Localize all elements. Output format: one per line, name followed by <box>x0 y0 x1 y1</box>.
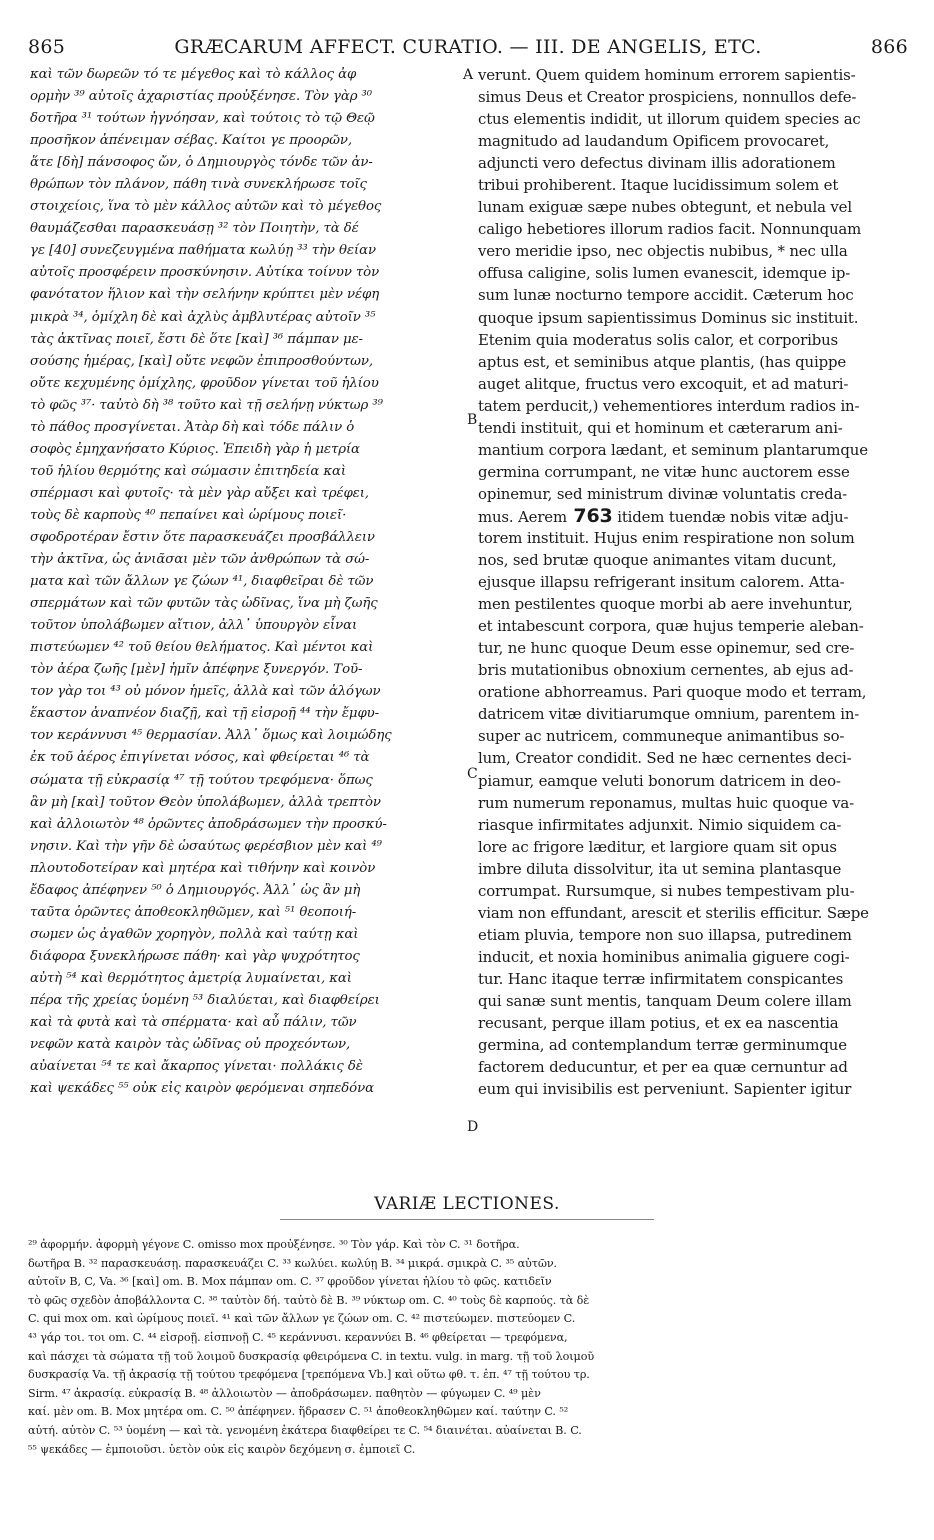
running-title: GRÆCARUM AFFECT. CURATIO. — III. DE ANGELIS, ETC. <box>174 36 762 58</box>
greek-text-line: σοφὸς ἐμηχανήσατο Κύριος. Ἐπειδὴ γὰρ ἡ μετρία <box>30 441 360 457</box>
latin-text-line: imbre diluta dissolvitur, ita ut semina plantasque <box>478 859 842 878</box>
variant-note-line: τὸ φῶς σχεδὸν ἀποβάλλοντα C. ³⁸ ταὐτὸν δή. ταὐτὸ δὲ B. ³⁹ νύκτωρ om. C. ⁴⁰ τοὺς δὲ καρπούς. τὰ δὲ <box>28 1293 590 1307</box>
greek-text-line: σφοδροτέραν ἔστιν ὅτε παρασκευάζει προσβάλλειν <box>30 529 375 545</box>
greek-text-line: θαυμάζεσθαι παρασκευάσῃ ³² τὸν Ποιητὴν, τὰ δέ <box>30 221 359 237</box>
greek-text-line: νεφῶν κατὰ καιρὸν τὰς ὠδῖνας οὐ προχεόντων, <box>30 1037 351 1053</box>
latin-text-line: vero meridie ipso, nec objectis nubibus, * nec ulla <box>478 242 848 261</box>
page-number-left: 865 <box>28 36 66 58</box>
greek-text-line: διάφορα ξυνεκλήρωσε πάθη· καὶ γὰρ ψυχρότητος <box>30 948 360 964</box>
latin-text-line: tatem perducit,) vehementiores interdum radios in- <box>478 396 860 415</box>
variant-note-line: ²⁹ ἀφορμήν. ἀφορμὴ γέγονε C. omisso mox προὐξένησε. ³⁰ Τὸν γάρ. Καὶ τὸν C. ³¹ δοτῆρα. <box>28 1238 520 1251</box>
latin-text-line: Etenim quia moderatus solis calor, et corporibus <box>478 330 839 349</box>
greek-text-line: τοῦ ἡλίου θερμότης καὶ σώμασιν ἐπιτηδεία καὶ <box>30 463 346 479</box>
latin-text-line: inducit, et noxia hominibus animalia giguere cogi- <box>478 947 850 966</box>
latin-text-line: verunt. Quem quidem hominum errorem sapientis- <box>478 66 856 84</box>
variant-note-line: καὶ πάσχει τὰ σώματα τῇ τοῦ λοιμοῦ δυσκρασίᾳ φθειρόμενα C. in textu. vulg. in marg. τῇ τοῦ λοιμοῦ <box>28 1349 595 1363</box>
greek-text-line: θρώπων τὸν πλάνον, πάθη τινὰ συνεκλήρωσε τοῖς <box>30 177 367 193</box>
greek-text-line: σώματα τῇ εὐκρασίᾳ ⁴⁷ τῇ τούτου τρεφόμενα· ὅπως <box>30 772 373 788</box>
latin-text-line: super ac nutricem, communeque animantibus so- <box>478 727 845 746</box>
latin-text-line: et intabescunt corpora, quæ hujus temperie aleban- <box>478 617 864 636</box>
latin-text-line: magnitudo ad laudandum Opificem provocaret, <box>478 132 830 151</box>
latin-text-line: opinemur, sed ministrum divinæ voluntatis creda- <box>478 484 848 503</box>
greek-text-line: πέρα τῆς χρείας ὑομένη ⁵³ διαλύεται, καὶ διαφθείρει <box>30 992 380 1008</box>
greek-text-line: δοτῆρα ³¹ τούτων ἠγνόησαν, καὶ τούτοις τὸ τῷ Θεῷ <box>30 111 375 127</box>
greek-text-line: μικρὰ ³⁴, ὁμίχλη δὲ καὶ ἀχλὺς ἀμβλυτέρας αὐτοῖν ³⁵ <box>30 309 376 325</box>
greek-text-line: αὐτοῖς προσφέρειν προσκύνησιν. Αὐτίκα τοίνυν τὸν <box>30 265 380 281</box>
greek-text-line: σωμεν ὡς ἀγαθῶν χορηγὸν, πολλὰ καὶ ταύτῃ καὶ <box>30 926 359 942</box>
latin-text-fragment: itidem tuendæ nobis vitæ adju- <box>612 507 849 526</box>
greek-text-line: αὐαίνεται ⁵⁴ τε καὶ ἄκαρπος γίνεται· πολλάκις δὲ <box>30 1059 363 1075</box>
latin-text-line: sum lunæ nocturno tempore accidit. Cæterum hoc <box>478 286 854 305</box>
latin-text-line: nos, sed brutæ quoque animantes vitam ducunt, <box>478 551 837 570</box>
greek-text-line: ἔδαφος ἀπέφηνεν ⁵⁰ ὁ Δημιουργός. Ἀλλ᾽ ὡς ἂν μὴ <box>30 882 361 898</box>
greek-text-line: καὶ τὰ φυτὰ καὶ τὰ σπέρματα· καὶ αὖ πάλιν, τῶν <box>30 1015 357 1031</box>
latin-text-line: ctus elementis indidit, ut illorum quidem species ac <box>478 110 861 129</box>
greek-text-column <box>30 64 466 1184</box>
greek-text-line: αὐτὴ ⁵⁴ καὶ θερμότητος ἀμετρίᾳ λυμαίνεται, καὶ <box>30 970 352 986</box>
latin-text-line: tendi instituit, qui et hominum et cæterarum ani- <box>478 418 843 437</box>
latin-text-line: offusa caligine, solis lumen evanescit, idemque ip- <box>478 264 851 283</box>
latin-text-line: mus. Aerem 763 itidem tuendæ nobis vitæ adju- <box>478 504 849 527</box>
greek-text-line: ἕκαστον ἀναπνέον διαζῇ, καὶ τῇ εἰσροῇ ⁴⁴ τὴν ἔμφυ- <box>30 706 380 722</box>
latin-text-line: auget alitque, fructus vero excoquit, et ad maturi- <box>478 374 849 393</box>
latin-text-line: germina, ad contemplandum terræ germinumque <box>478 1036 847 1055</box>
greek-text-line: τὴν ἀκτῖνα, ὡς ἀνιᾶσαι μὲν τῶν ἀνθρώπων τὰ σώ- <box>30 552 370 568</box>
latin-text-line: lum, Creator condidit. Sed ne hæc cernentes deci- <box>478 749 852 768</box>
greek-text-line: καὶ ἀλλοιωτὸν ⁴⁸ ὁρῶντες ἀποδράσωμεν τὴν προσκύ- <box>30 816 387 832</box>
latin-text-line: corrumpat. Rursumque, si nubes tempestivam plu- <box>478 881 855 900</box>
running-header <box>28 36 908 62</box>
greek-text-line: τον κεράννυσι ⁴⁵ θερμασίαν. Ἀλλ᾽ ὅμως καὶ λοιμώδης <box>30 728 392 744</box>
variae-lectiones-notes <box>28 1236 908 1459</box>
greek-text-line: σπέρμασι καὶ φυτοῖς· τὰ μὲν γὰρ αὔξει καὶ τρέφει, <box>30 485 369 501</box>
latin-text-line: lunam exiguæ sæpe nubes obtegunt, et nebula vel <box>478 198 852 217</box>
latin-text-line: torem instituit. Hujus enim respiratione non solum <box>478 528 855 547</box>
latin-text-line: viam non effundant, arescit et sterilis efficitur. Sæpe <box>478 903 869 922</box>
latin-text-line: rum numerum reponamus, multas huic quoque va- <box>478 793 855 812</box>
variant-note-line: ⁵⁵ ψεκάδες — ἐμποιοῦσι. ὑετὸν οὐκ εἰς καιρὸν δεχόμενη σ. ἐμποιεῖ C. <box>28 1442 416 1456</box>
greek-text-line: προσῆκον ἀπένειμαν σέβας. Καίτοι γε προορῶν, <box>30 133 353 149</box>
greek-text-line: τοὺς δὲ καρποὺς ⁴⁰ πεπαίνει καὶ ὡρίμους ποιεῖ· <box>30 507 347 523</box>
latin-text-line: riasque infirmitates adjunxit. Nimio siquidem ca- <box>478 815 842 834</box>
margin-letter-c: C <box>467 766 478 782</box>
latin-text-line: oratione abhorreamus. Pari quoque modo et terram, <box>478 683 867 702</box>
latin-text-line: ejusque illapsu refrigerant insitum calorem. Atta- <box>478 573 845 592</box>
greek-text-line: ματα καὶ τῶν ἄλλων γε ζώων ⁴¹, διαφθεῖραι δὲ τῶν <box>30 574 374 590</box>
page-stamp: 763 <box>566 504 613 527</box>
latin-text-line: datricem vitæ divitiarumque omnium, parentem in- <box>478 705 860 724</box>
latin-text-line: bris mutationibus obnoxium cernentes, ab ejus ad- <box>478 661 854 680</box>
latin-text-line: eum qui invisibilis est perveniunt. Sapienter igitur <box>478 1080 852 1099</box>
variant-note-line: ⁴³ γάρ τοι. τοι om. C. ⁴⁴ εἰσροῇ. εἰσπνοῇ C. ⁴⁵ κεράννυσι. κεραννύει B. ⁴⁶ φθείρεται — τρεφόμενα, <box>28 1330 568 1344</box>
variant-note-line: αὐτή. αὐτὸν C. ⁵³ ὑομένη — καὶ τὰ. γενομένη ἑκάτερα διαφθείρει τε C. ⁵⁴ διαινέται. αὐαίνεται B. C. <box>28 1423 582 1437</box>
greek-text-line: καὶ τῶν δωρεῶν τό τε μέγεθος καὶ τὸ κάλλος ἀφ <box>30 67 357 82</box>
latin-text-line: germina corrumpant, ne vitæ hunc auctorem esse <box>478 462 850 481</box>
variant-note-line: C. qui mox om. καὶ ὡρίμους ποιεῖ. ⁴¹ καὶ τῶν ἄλλων γε ζώων om. C. ⁴² πιστεύωμεν. πιστεύομεν C. <box>28 1312 576 1326</box>
latin-text-line: tur, ne hunc quoque Deum esse opinemur, sed cre- <box>478 639 855 658</box>
greek-text-line: γε [40] συνεζευγμένα παθήματα κωλύῃ ³³ τὴν θείαν <box>30 243 376 259</box>
greek-text-line: φανότατον ἥλιον καὶ τὴν σελήνην κρύπτει μὲν νέφη <box>30 287 380 303</box>
variant-note-line: καί. μὲν om. B. Mox μητέρα om. C. ⁵⁰ ἀπέφηνεν. ἥδρασεν C. ⁵¹ ἀποθεοκληθῶμεν καί. ταύτην C. ⁵² <box>28 1405 569 1419</box>
greek-text-line: τὰς ἀκτῖνας ποιεῖ, ἔστι δὲ ὅτε [καὶ] ³⁶ πάμπαν με- <box>30 331 363 347</box>
latin-text-line: simus Deus et Creator prospiciens, nonnullos defe- <box>478 88 857 107</box>
latin-text-line: etiam pluvia, tempore non suo illapsa, putredinem <box>478 925 852 944</box>
margin-letter-a: A <box>463 67 474 83</box>
variant-note-line: Sirm. ⁴⁷ ἀκρασίᾳ. εὐκρασίᾳ B. ⁴⁸ ἀλλοιωτὸν — ἀποδράσωμεν. παθητὸν — φύγωμεν C. ⁴⁹ μὲν <box>28 1386 541 1400</box>
latin-text-line: quoque ipsum sapientissimus Dominus sic instituit. <box>478 308 859 327</box>
greek-text-line: ταῦτα ὁρῶντες ἀποθεοκληθῶμεν, καὶ ⁵¹ θεοποιή- <box>30 904 357 920</box>
greek-text-line: τοῦτον ὑπολάβωμεν αἴτιον, ἀλλ᾽ ὑπουργὸν εἶναι <box>30 618 358 634</box>
variant-note-line: δυσκρασίᾳ Va. τῇ ἀκρασίᾳ τῇ τούτου τρεφόμενα [τρεπόμενα Vb.] καὶ οὕτω φθ. τ. ἐπ. ⁴⁷ τῇ τούτου τρ. <box>28 1368 590 1382</box>
greek-text-line: ορμὴν ³⁹ αὐτοῖς ἀχαριστίας προὐξένησε. Τὸν γὰρ ³⁰ <box>30 89 373 105</box>
greek-text-line: ἐκ τοῦ ἀέρος ἐπιγίνεται νόσος, καὶ φθείρεται ⁴⁶ τὰ <box>30 750 370 766</box>
latin-text-line: qui sanæ sunt mentis, tanquam Deum colere illam <box>478 991 852 1010</box>
greek-text-line: ἅτε [δὴ] πάνσοφος ὤν, ὁ Δημιουργὸς τόνδε τῶν ἀν- <box>30 155 373 171</box>
variant-note-line: αὐτοῖν B, C, Va. ³⁶ [καὶ] om. B. Mox πάμπαν om. C. ³⁷ φροῦδον γίνεται ἡλίου τὸ φῶς. κατιδεῖν <box>28 1275 552 1289</box>
greek-text-line: καὶ ψεκάδες ⁵⁵ οὐκ εἰς καιρὸν φερόμεναι σηπεδόνα <box>30 1081 374 1097</box>
latin-text-line: piamur, eamque veluti bonorum datricem in deo- <box>478 771 841 790</box>
latin-text-line: men pestilentes quoque morbi ab aere invehuntur, <box>478 595 853 614</box>
greek-text-line: τὸ φῶς ³⁷· ταὐτὸ δὴ ³⁸ τοῦτο καὶ τῇ σελήνῃ νύκτωρ ³⁹ <box>30 397 383 413</box>
greek-text-line: τον γὰρ τοι ⁴³ οὐ μόνον ἡμεῖς, ἀλλὰ καὶ τῶν ἀλόγων <box>30 684 381 700</box>
latin-text-column <box>478 64 904 1184</box>
latin-text-line: tur. Hanc itaque terræ infirmitatem conspicantes <box>478 969 844 988</box>
greek-text-line: νησιν. Καὶ τὴν γῆν δὲ ὡσαύτως φερέσβιον μὲν καὶ ⁴⁹ <box>30 838 382 854</box>
greek-text-line: πλουτοδοτείραν καὶ μητέρα καὶ τιθήνην καὶ κοινὸν <box>30 860 376 876</box>
variant-note-line: δωτῆρα B. ³² παρασκευάσῃ. παρασκευάζει C. ³³ κωλύει. κωλύῃ B. ³⁴ μικρά. σμικρὰ C. ³⁵ αὐτῶν. <box>28 1256 558 1270</box>
greek-text-line: ἂν μὴ [καὶ] τοῦτον Θεὸν ὑπολάβωμεν, ἀλλὰ τρεπτὸν <box>30 794 381 810</box>
margin-letter-d: D <box>467 1119 479 1135</box>
variae-lectiones-title: VARIÆ LECTIONES. <box>374 1194 560 1214</box>
greek-text-line: τὸν ἀέρα ζωῆς [μὲν] ἡμῖν ἀπέφηνε ξυνεργόν. Τοῦ- <box>30 662 363 678</box>
latin-text-line: caligo hebetiores illorum radios facit. Nonnunquam <box>478 220 862 239</box>
greek-text-line: στοιχείοις, ἵνα τὸ μὲν κάλλος αὐτῶν καὶ τὸ μέγεθος <box>30 199 382 215</box>
latin-text-line: mantium corpora lædant, et seminum plantarumque <box>478 440 868 459</box>
greek-text-line: σπερμάτων καὶ τῶν φυτῶν τὰς ὠδῖνας, ἵνα μὴ ζωῆς <box>30 596 378 612</box>
margin-letter-b: B <box>467 412 478 428</box>
greek-text-line: τὸ πάθος προσγίνεται. Ἀτὰρ δὴ καὶ τόδε πάλιν ὁ <box>30 419 355 435</box>
latin-text-line: lore ac frigore læditur, et largiore quam sit opus <box>478 837 837 856</box>
greek-text-line: οὔτε κεχυμένης ὁμίχλης, φροῦδον γίνεται τοῦ ἡλίου <box>30 375 379 391</box>
latin-text-line: tribui prohiberent. Itaque lucidissimum solem et <box>478 176 839 195</box>
latin-text-line: aptus est, et seminibus atque plantis, (has quippe <box>478 352 847 371</box>
latin-text-line: recusant, perque illam potius, et ex ea nascentia <box>478 1014 839 1033</box>
latin-text-line: adjuncti vero defectus divinam illis adorationem <box>478 154 836 173</box>
greek-text-line: πιστεύωμεν ⁴² τοῦ θείου θελήματος. Καὶ μέντοι καὶ <box>30 640 374 656</box>
page-number-right: 866 <box>870 36 908 58</box>
section-divider <box>280 1219 654 1220</box>
greek-text-line: σούσης ἡμέρας, [καὶ] οὔτε νεφῶν ἐπιπροσθούντων, <box>30 353 374 369</box>
latin-text-line: factorem deducuntur, et per ea quæ cernuntur ad <box>478 1058 848 1077</box>
